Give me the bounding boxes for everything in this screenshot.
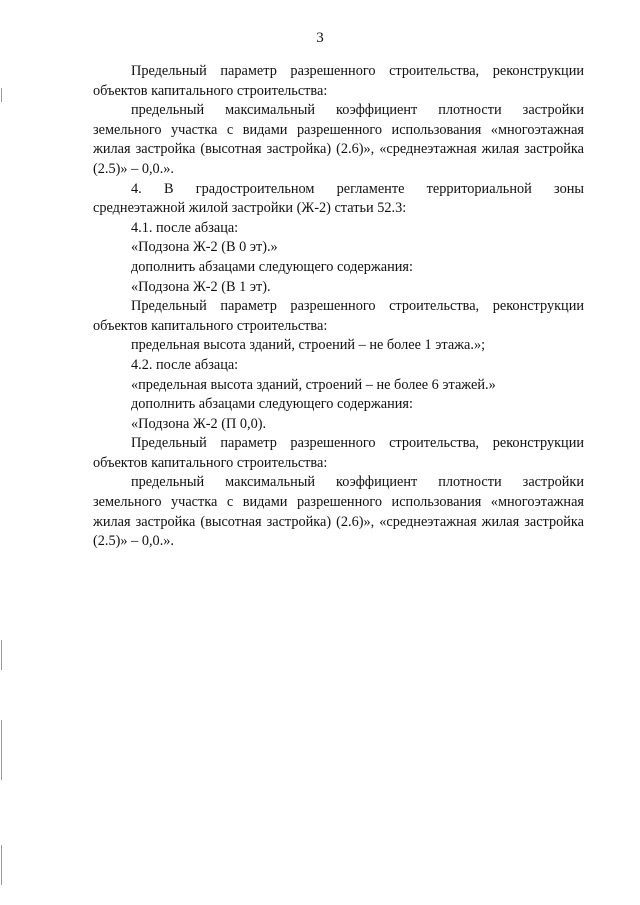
scan-edge-mark [1,640,2,670]
scan-edge-mark [1,720,2,780]
scan-edge-mark [1,88,2,102]
paragraph-1: Предельный параметр разрешенного строительства, реконструкции объектов капитального строительства: [93,63,584,99]
paragraph-10: 4.2. после абзаца: [131,356,239,373]
paragraph-3: 4. В градостроительном регламенте территориальной зоны среднеэтажной жилой застройки (Ж-2) статьи 52.3: [93,180,584,217]
paragraph-14: Предельный параметр разрешенного строительства, реконструкции объектов капитального строительства: [93,435,584,471]
paragraph-12: дополнить абзацами следующего содержания: [131,396,413,413]
paragraph-4: 4.1. после абзаца: [131,219,239,236]
paragraph-11: «предельная высота зданий, строений – не более 6 этажей.» [131,376,496,393]
scan-edge-mark [1,845,2,885]
paragraph-6: дополнить абзацами следующего содержания: [131,258,413,275]
paragraph-5: «Подзона Ж-2 (В 0 эт).» [131,239,278,256]
paragraph-7: «Подзона Ж-2 (В 1 эт). [131,278,271,295]
paragraph-15: предельный максимальный коэффициент плотности застройки земельного участка с видами разрешенного использования «многоэтажная жилая застройка (высотная застройка) (2.6)», «среднеэтажная жилая застройка (2.5)» – 0,0.». [93,474,584,550]
paragraph-2: предельный максимальный коэффициент плотности застройки земельного участка с видами разрешенного использования «многоэтажная жилая застройка (высотная застройка) (2.6)», «среднеэтажная жилая застройка (2.5)» – 0,0.». [93,102,584,177]
page-number: 3 [316,30,324,46]
paragraph-9: предельная высота зданий, строений – не более 1 этажа.»; [131,337,486,354]
paragraph-8: Предельный параметр разрешенного строительства, реконструкции объектов капитального строительства: [93,298,584,334]
document-body [93,62,584,552]
paragraph-13: «Подзона Ж-2 (П 0,0). [131,415,267,432]
